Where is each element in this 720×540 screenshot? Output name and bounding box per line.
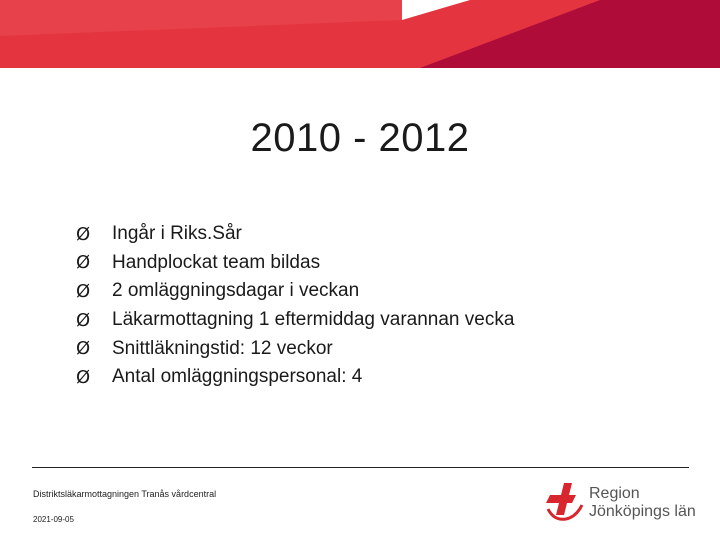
bullet-item <box>76 277 514 306</box>
bullet-list <box>76 220 514 392</box>
bullet-text: Läkarmottagning 1 eftermiddag varannan vecka <box>112 309 515 331</box>
footer-date: 2021-09-05 <box>33 515 74 524</box>
arrow-bullet-icon: Ø <box>76 309 91 331</box>
bullet-item <box>76 306 514 335</box>
arrow-bullet-icon: Ø <box>76 252 91 274</box>
bullet-item <box>76 249 514 278</box>
region-logo <box>546 483 716 523</box>
cross-heart-icon <box>546 483 586 523</box>
logo-text-county: Jönköpings län <box>589 503 696 520</box>
bullet-item <box>76 363 514 392</box>
bullet-text: 2 omläggningsdagar i veckan <box>112 280 360 302</box>
bullet-text: Ingår i Riks.Sår <box>112 223 242 245</box>
bullet-item <box>76 334 514 363</box>
bullet-text: Snittläkningstid: 12 veckor <box>112 337 333 359</box>
bullet-text: Handplockat team bildas <box>112 251 321 273</box>
arrow-bullet-icon: Ø <box>76 338 91 360</box>
bullet-text: Antal omläggningspersonal: 4 <box>112 366 363 388</box>
arrow-bullet-icon: Ø <box>76 366 91 388</box>
logo-text-region: Region <box>589 485 640 502</box>
header-banner <box>0 0 720 68</box>
arrow-bullet-icon: Ø <box>76 280 91 302</box>
arrow-bullet-icon: Ø <box>76 223 91 245</box>
bullet-item <box>76 220 514 249</box>
footer-org-name: Distriktsläkarmottagningen Tranås vårdcentral <box>33 489 217 499</box>
slide-title: 2010 - 2012 <box>250 116 470 160</box>
footer-divider <box>32 467 689 468</box>
